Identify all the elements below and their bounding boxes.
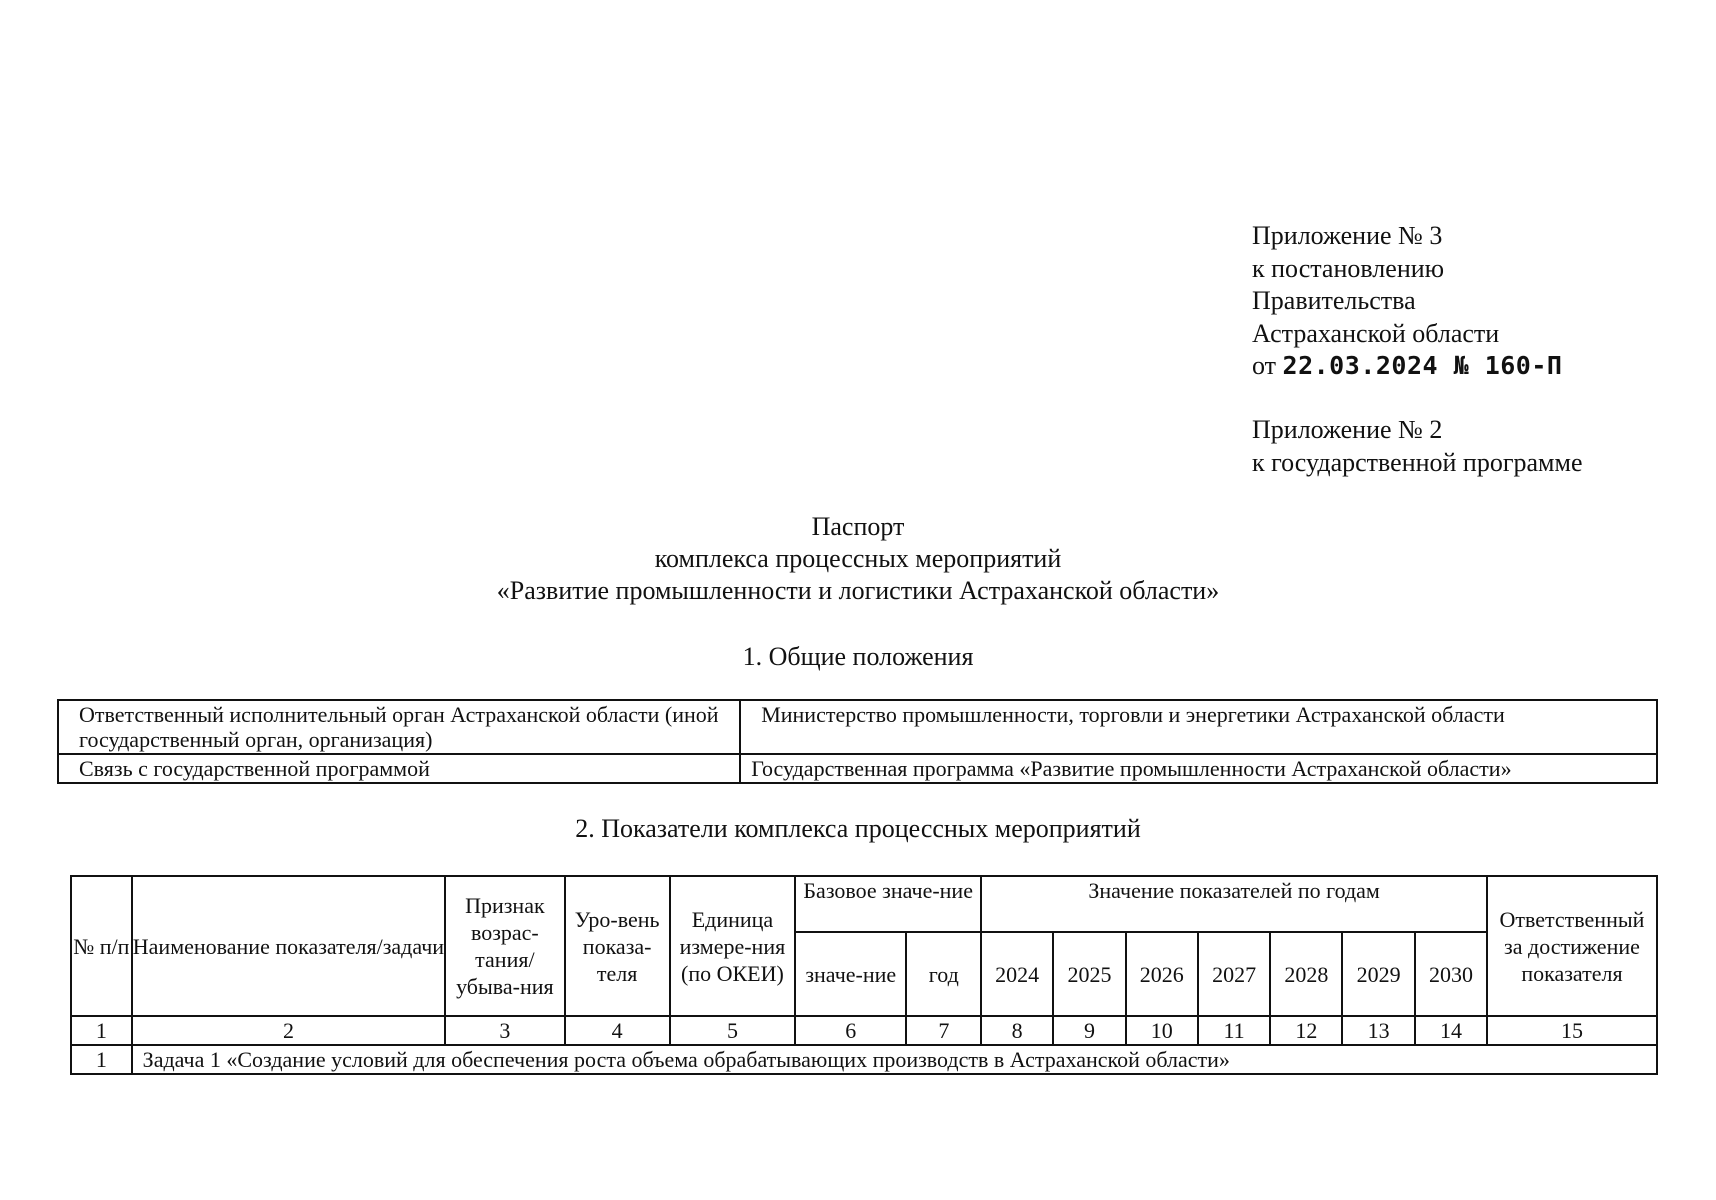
table-row <box>58 754 1657 783</box>
header-unit: Единица измере-ния (по ОКЕИ) <box>670 876 795 1016</box>
column-number-row <box>71 1016 1657 1045</box>
column-number: 13 <box>1342 1016 1415 1045</box>
column-number: 12 <box>1270 1016 1342 1045</box>
appendix-secondary <box>1252 414 1583 479</box>
header-sign: Признак возрас-тания/ убыва-ния <box>445 876 564 1016</box>
section-1-heading: 1. Общие положения <box>742 642 974 671</box>
title-line-2: комплекса процессных мероприятий <box>654 544 1062 573</box>
header-num: № п/п <box>71 876 132 1016</box>
general-label-cell: Ответственный исполнительный орган Астраханской области (иной государственный орган, организация) <box>58 700 740 754</box>
column-number: 1 <box>71 1016 132 1045</box>
column-number: 10 <box>1126 1016 1198 1045</box>
appendix-line-1: Приложение № 3 <box>1252 221 1443 250</box>
date-stamp: 22.03.2024 № 160-П <box>1282 351 1563 380</box>
appendix-header <box>1252 220 1562 383</box>
general-value-cell: Министерство промышленности, торговли и энергетики Астраханской области <box>740 700 1657 754</box>
indicators-table <box>70 875 1658 1075</box>
appendix-line-4: Астраханской области <box>1252 318 1500 348</box>
appendix2-line-1: Приложение № 2 <box>1252 415 1443 444</box>
general-info-table <box>57 699 1658 784</box>
appendix-line-2: к постановлению <box>1252 253 1445 283</box>
column-number: 11 <box>1198 1016 1271 1045</box>
section-2-heading: 2. Показатели комплекса процессных мероприятий <box>575 814 1141 843</box>
appendix2-line-2: к государственной программе <box>1252 447 1583 477</box>
header-level: Уро-вень показа-теля <box>565 876 670 1016</box>
task-number: 1 <box>71 1045 132 1074</box>
date-prefix: от <box>1252 351 1277 380</box>
column-number: 3 <box>445 1016 564 1045</box>
title-line-3: «Развитие промышленности и логистики Астраханской области» <box>496 576 1220 605</box>
title-line-1: Паспорт <box>811 512 905 541</box>
appendix-line-3: Правительства <box>1252 286 1416 315</box>
appendix-date-line <box>1252 350 1562 383</box>
header-base-year: год <box>906 932 981 1016</box>
column-number: 7 <box>906 1016 981 1045</box>
general-label-cell: Связь с государственной программой <box>58 754 740 783</box>
header-year: 2026 <box>1126 932 1198 1016</box>
column-number: 4 <box>565 1016 670 1045</box>
header-year: 2027 <box>1198 932 1271 1016</box>
column-number: 15 <box>1487 1016 1657 1045</box>
column-number: 8 <box>981 1016 1053 1045</box>
document-title <box>0 511 1716 607</box>
column-number: 2 <box>132 1016 446 1045</box>
column-number: 6 <box>795 1016 906 1045</box>
header-base-value: значе-ние <box>795 932 906 1016</box>
header-responsible: Ответственный за достижение показателя <box>1487 876 1657 1016</box>
header-year: 2025 <box>1053 932 1126 1016</box>
header-year: 2030 <box>1415 932 1487 1016</box>
header-row <box>71 876 1657 932</box>
header-base: Базовое значе-ние <box>795 876 981 932</box>
task-row <box>71 1045 1657 1074</box>
header-years-group: Значение показателей по годам <box>981 876 1487 932</box>
header-year: 2029 <box>1342 932 1415 1016</box>
column-number: 14 <box>1415 1016 1487 1045</box>
column-number: 5 <box>670 1016 795 1045</box>
header-name: Наименование показателя/задачи <box>132 876 446 1016</box>
general-value-cell: Государственная программа «Развитие промышленности Астраханской области» <box>740 754 1657 783</box>
task-text: Задача 1 «Создание условий для обеспечения роста объема обрабатывающих производств в Астраханской области» <box>132 1045 1657 1074</box>
header-year: 2024 <box>981 932 1053 1016</box>
column-number: 9 <box>1053 1016 1126 1045</box>
table-row <box>58 700 1657 754</box>
header-year: 2028 <box>1270 932 1342 1016</box>
